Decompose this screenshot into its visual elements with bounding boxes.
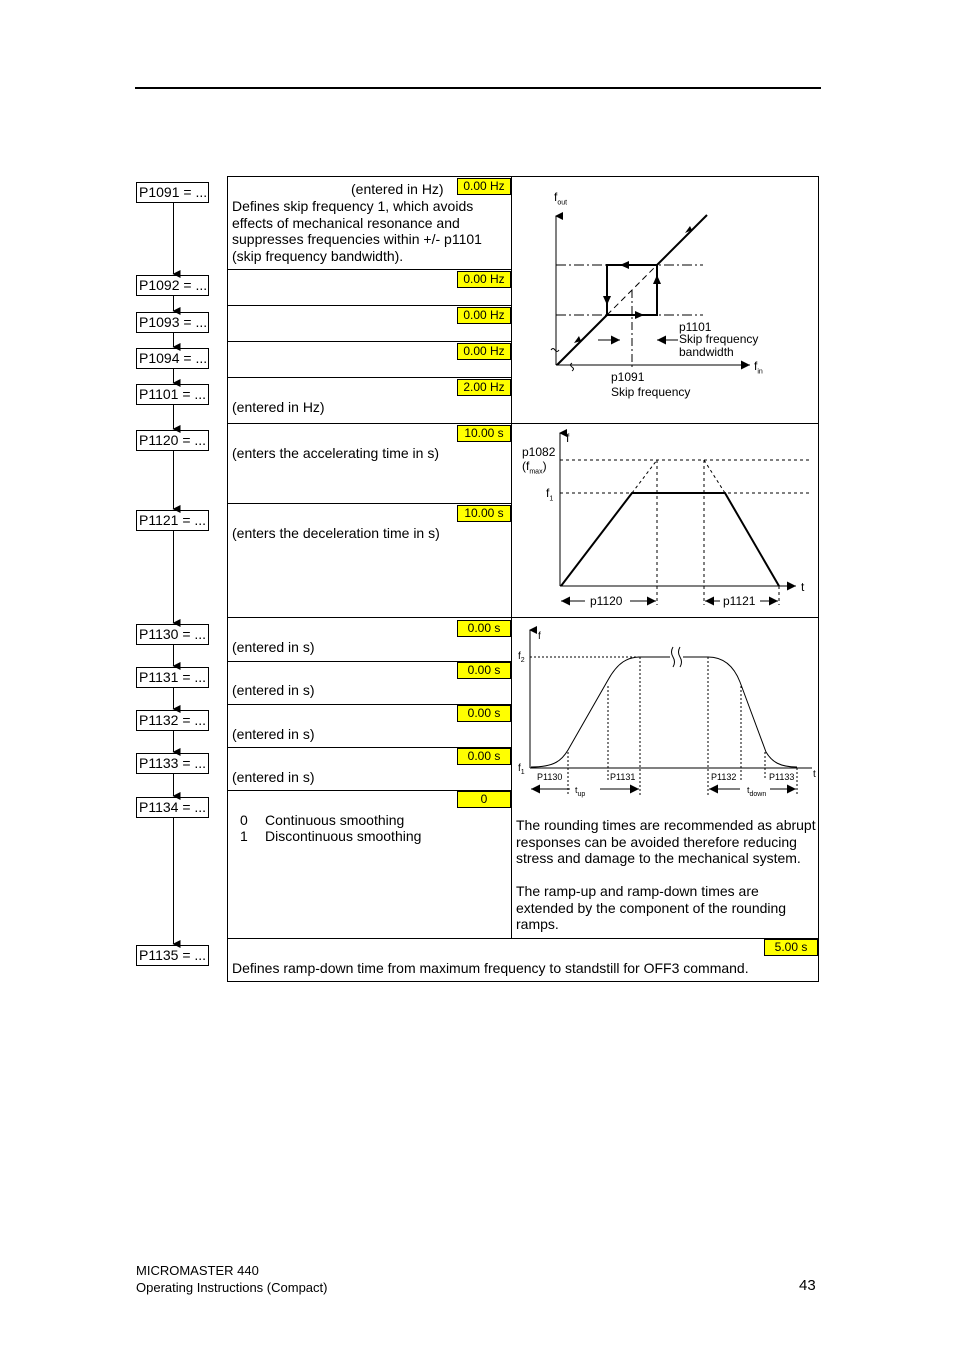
round-p1132-label: P1132 [711,772,737,782]
skip-frequency-param: p1091 [611,370,645,384]
p1132-unit-note: (entered in s) [232,726,315,742]
round-f2-label: $f_2$ [518,651,525,664]
ramp-up-param: p1120 [590,594,623,608]
skip-bandwidth-label-1: Skip frequency [679,332,759,346]
param-box-p1130: P1130 = ... [136,624,209,645]
param-box-p1092: P1092 = ... [136,275,209,296]
param-box-p1101: P1101 = ... [136,384,209,405]
value-p1121: 10.00 s [457,505,511,522]
value-p1133: 0.00 s [457,748,511,765]
param-box-p1091: P1091 = ... [136,182,209,203]
ramp-f1-label: $f_1$ [546,486,554,503]
p1135-description: Defines ramp-down time from maximum frequency to standstill for OFF3 command. [232,960,749,976]
skip-y-axis-label: $f_{out}$ [554,190,568,207]
p1130-unit-note: (entered in s) [232,639,315,655]
round-p1131-label: P1131 [610,772,636,782]
footer-product: MICROMASTER 440 [136,1263,259,1278]
param-box-p1133: P1133 = ... [136,753,209,774]
p1121-unit-note: (enters the deceleration time in s) [232,525,440,541]
p1091-unit-note: (entered in Hz) [351,181,444,197]
value-p1094: 0.00 Hz [457,343,511,360]
p1134-option-0-label: Continuous smoothing [265,812,405,828]
param-box-p1093: P1093 = ... [136,312,209,333]
value-p1131: 0.00 s [457,662,511,679]
value-p1093: 0.00 Hz [457,307,511,324]
param-box-p1094: P1094 = ... [136,348,209,369]
p1131-unit-note: (entered in s) [232,682,315,698]
value-p1120: 10.00 s [457,425,511,442]
param-box-p1121: P1121 = ... [136,510,209,531]
round-p1133-label: P1133 [769,772,795,782]
ramp-down-param: p1121 [723,594,756,608]
param-box-p1132: P1132 = ... [136,710,209,731]
page-number: 43 [799,1277,816,1294]
param-box-p1131: P1131 = ... [136,667,209,688]
p1134-option-1-num: 1 [240,828,248,844]
ramp-fmax-param: p1082 [522,445,556,459]
param-box-p1134: P1134 = ... [136,797,209,818]
p1091-description: Defines skip frequency 1, which avoids effects of mechanical resonance and suppresses frequencies within +/- p1101 (skip frequency bandwidth). [232,198,482,264]
round-f1-label: $f_1$ [518,763,525,776]
p1101-unit-note: (entered in Hz) [232,399,325,415]
rounding-note-1: The rounding times are recommended as abrupt responses can be avoided therefore reducing stress and damage to the mechanical system. [516,817,816,866]
value-p1135: 5.00 s [764,939,818,956]
ramp-fmax-label: $(f_{max})$ [522,459,547,476]
param-box-p1120: P1120 = ... [136,430,209,451]
round-y-axis-label: f [538,631,541,642]
rounding-note-2: The ramp-up and ramp-down times are extended by the component of the rounding ramps. [516,883,787,932]
footer-document: Operating Instructions (Compact) [136,1280,328,1295]
skip-x-axis-label: $f_{in}$ [754,359,763,376]
ramp-x-axis-label: t [801,580,805,594]
p1134-option-1-label: Discontinuous smoothing [265,828,422,844]
value-p1134: 0 [457,791,511,808]
round-p1130-label: P1130 [537,772,563,782]
skip-frequency-label: Skip frequency [611,385,691,399]
value-p1101: 2.00 Hz [457,379,511,396]
skip-bandwidth-param: p1101 [679,320,712,334]
p1120-unit-note: (enters the accelerating time in s) [232,445,439,461]
round-tup-label: $t_{up}$ [575,785,586,798]
skip-bandwidth-label-2: bandwidth [679,345,734,359]
round-tdown-label: $t_{down}$ [747,785,767,798]
p1133-unit-note: (entered in s) [232,769,315,785]
value-p1130: 0.00 s [457,620,511,637]
value-p1132: 0.00 s [457,705,511,722]
round-x-axis-label: t [813,769,816,780]
value-p1092: 0.00 Hz [457,271,511,288]
p1134-option-0-num: 0 [240,812,248,828]
ramp-y-axis-label: f [566,431,570,445]
param-box-p1135: P1135 = ... [136,945,209,966]
value-p1091: 0.00 Hz [457,178,511,195]
